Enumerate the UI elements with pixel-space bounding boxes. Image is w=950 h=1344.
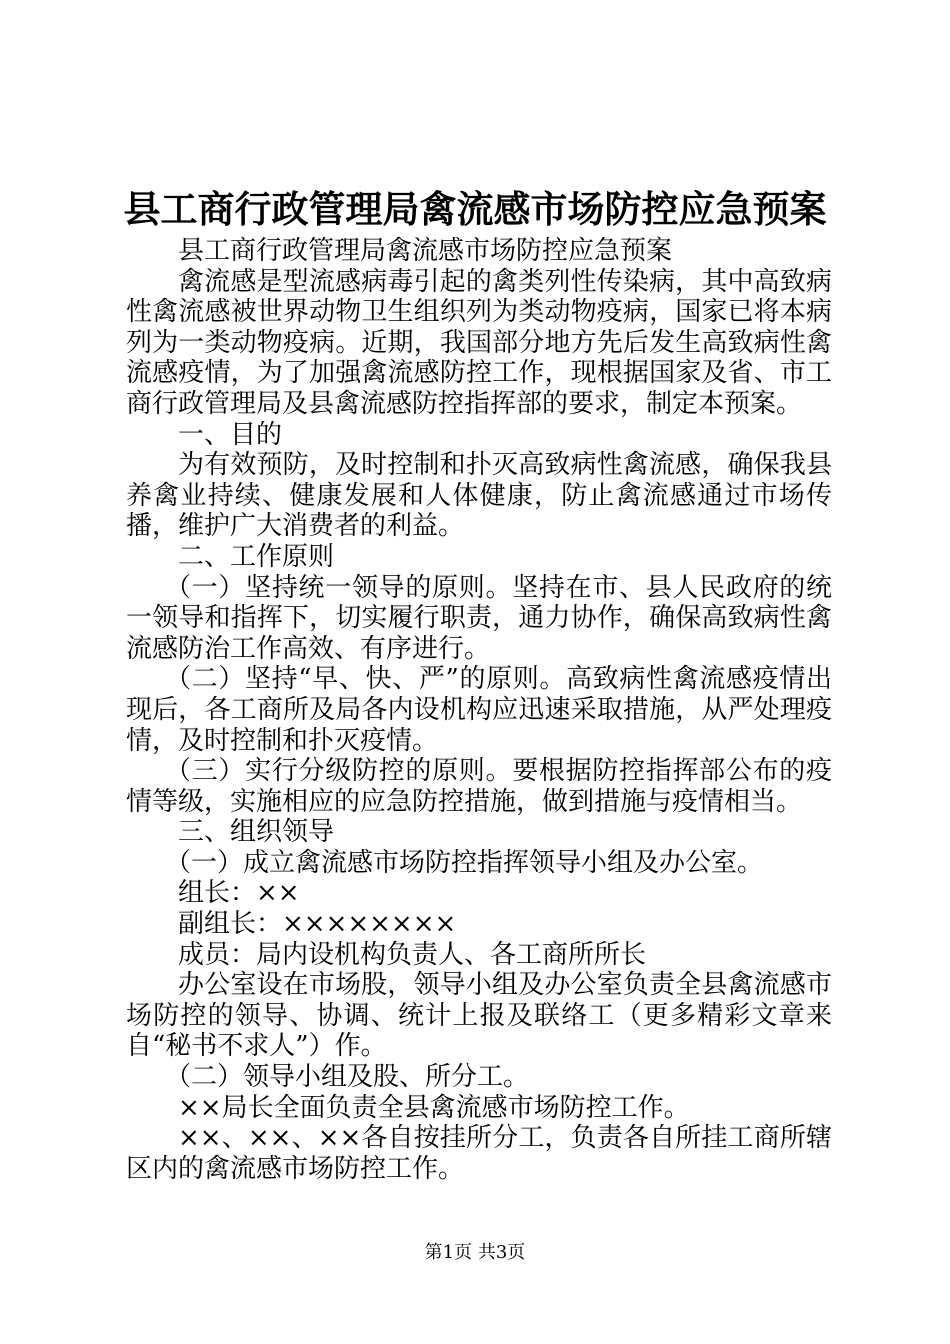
paragraph-leader: 组长：×× xyxy=(178,878,300,909)
paragraph-deputy-leader: 副组长：×××××××× xyxy=(178,909,457,940)
paragraph-members: 成员：局内设机构负责人、各工商所所长 xyxy=(178,939,647,970)
paragraph-purpose: 为有效预防，及时控制和扑灭高致病性禽流感，确保我县养禽业持续、健康发展和人体健康，防止禽流感通过市场传播，维护广大消费者的利益。 xyxy=(126,450,832,542)
paragraph-division: ××、××、××各自按挂所分工，负责各自所挂工商所辖区内的禽流感市场防控工作。 xyxy=(126,1123,832,1184)
section-heading-organization: 三、组织领导 xyxy=(178,817,335,848)
paragraph-subtitle: 县工商行政管理局禽流感市场防控应急预案 xyxy=(178,236,673,266)
document-body xyxy=(126,236,832,1184)
paragraph-org-2: （二）领导小组及股、所分工。 xyxy=(165,1062,530,1093)
section-heading-purpose: 一、目的 xyxy=(178,419,283,450)
paragraph-principle-1: （一）坚持统一领导的原则。坚持在市、县人民政府的统一领导和指挥下，切实履行职责，通力协作，确保高致病性禽流感防治工作高效、有序进行。 xyxy=(126,572,832,664)
paragraph-principle-3: （三）实行分级防控的原则。要根据防控指挥部公布的疫情等级，实施相应的应急防控措施，做到措施与疫情相当。 xyxy=(126,756,832,817)
paragraph-intro: 禽流感是型流感病毒引起的禽类列性传染病，其中高致病性禽流感被世界动物卫生组织列为类动物疫病，国家已将本病列为一类动物疫病。近期，我国部分地方先后发生高致病性禽流感疫情，为了加强禽流感防控工作，现根据国家及省、市工商行政管理局及县禽流感防控指挥部的要求，制定本预案。 xyxy=(126,266,832,419)
paragraph-principle-2: （二）坚持“早、快、严”的原则。高致病性禽流感疫情出现后，各工商所及局各内设机构应迅速采取措施，从严处理疫情，及时控制和扑灭疫情。 xyxy=(126,664,832,756)
paragraph-org-1: （一）成立禽流感市场防控指挥领导小组及办公室。 xyxy=(165,847,764,878)
paragraph-director: ××局长全面负责全县禽流感市场防控工作。 xyxy=(178,1092,690,1123)
page-footer: 第1页 共3页 xyxy=(424,1242,526,1263)
document-title: 县工商行政管理局禽流感市场防控应急预案 xyxy=(123,187,827,231)
paragraph-office: 办公室设在市场股，领导小组及办公室负责全县禽流感市场防控的领导、协调、统计上报及联络工（更多精彩文章来自“秘书不求人”）作。 xyxy=(126,970,832,1062)
section-heading-principles: 二、工作原则 xyxy=(178,541,335,572)
